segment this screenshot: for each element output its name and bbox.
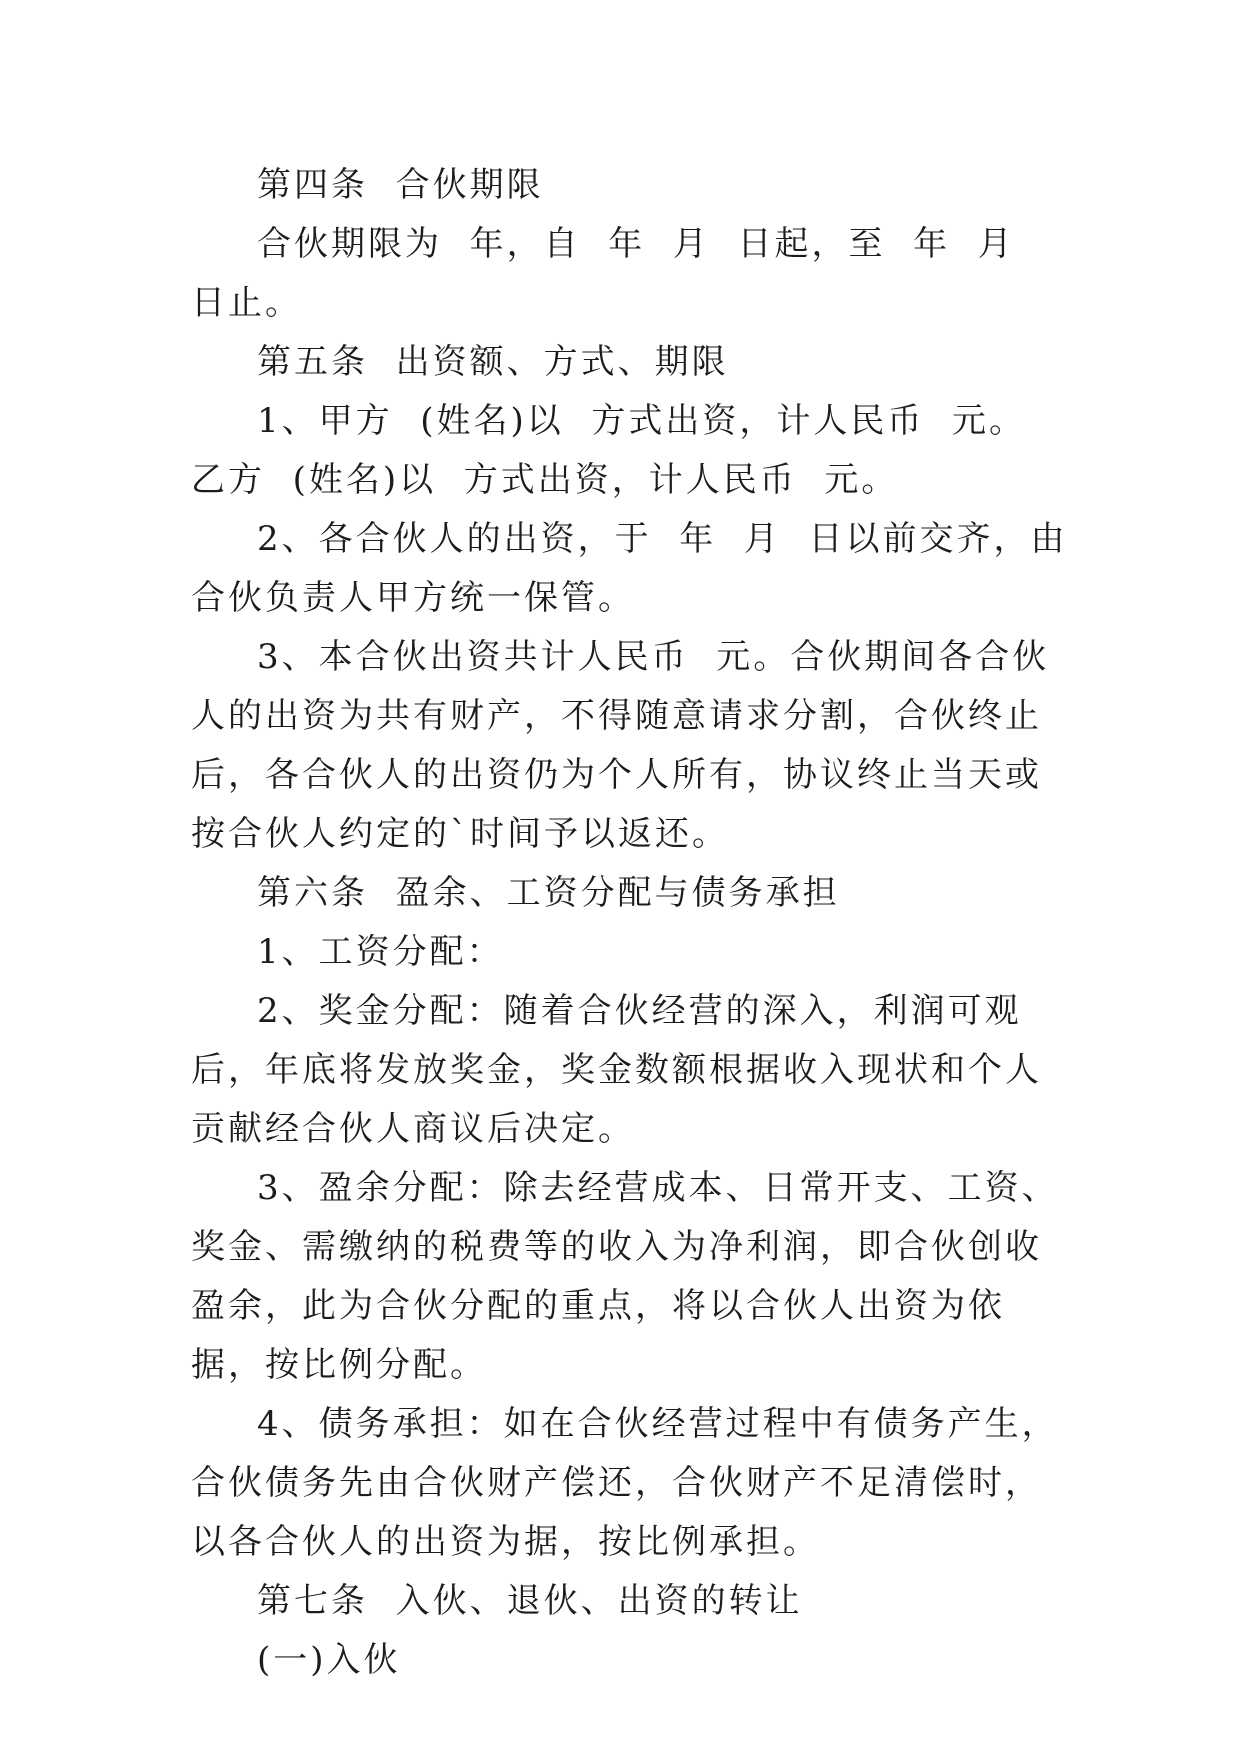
profit-distribution-clause: 3、盈余分配：除去经营成本、日常开支、工资、奖金、需缴纳的税费等的收入为净利润，即合伙创收盈余，此为合伙分配的重点，将以合伙人出资为依据，按比例分配。 (191, 1168, 1059, 1385)
article-6-heading: 第六条 盈余、工资分配与债务承担 (257, 873, 840, 913)
debt-liability-clause: 4、债务承担：如在合伙经营过程中有债务产生，合伙债务先由合伙财产偿还，合伙财产不足清偿时，以各合伙人的出资为据，按比例承担。 (191, 1404, 1059, 1562)
article-5-heading: 第五条 出资额、方式、期限 (257, 342, 729, 382)
admission-subheading: (一)入伙 (257, 1640, 401, 1680)
wage-distribution-clause: 1、工资分配： (257, 932, 504, 972)
bonus-distribution-clause: 2、奖金分配：随着合伙经营的深入，利润可观后，年底将发放奖金，奖金数额根据收入现状和个人贡献经合伙人商议后决定。 (191, 991, 1042, 1149)
document-body (191, 156, 1071, 1690)
article-4-heading: 第四条 合伙期限 (257, 165, 544, 205)
article-7-heading: 第七条 入伙、退伙、出资的转让 (257, 1581, 803, 1621)
contribution-clause-2: 2、各合伙人的出资，于 年 月 日以前交齐，由合伙负责人甲方统一保管。 (191, 519, 1068, 618)
contribution-clause-3: 3、本合伙出资共计人民币 元。合伙期间各合伙人的出资为共有财产，不得随意请求分割，合伙终止后，各合伙人的出资仍为个人所有，协议终止当天或按合伙人约定的`时间予以返还。 (191, 637, 1050, 854)
contribution-clause-1: 1、甲方 (姓名)以 方式出资，计人民币 元。 乙方 (姓名)以 方式出资，计人民币 元。 (191, 401, 1054, 500)
partnership-term-text: 合伙期限为 年，自 年 月 日起，至 年 月 日止。 (191, 224, 1043, 323)
